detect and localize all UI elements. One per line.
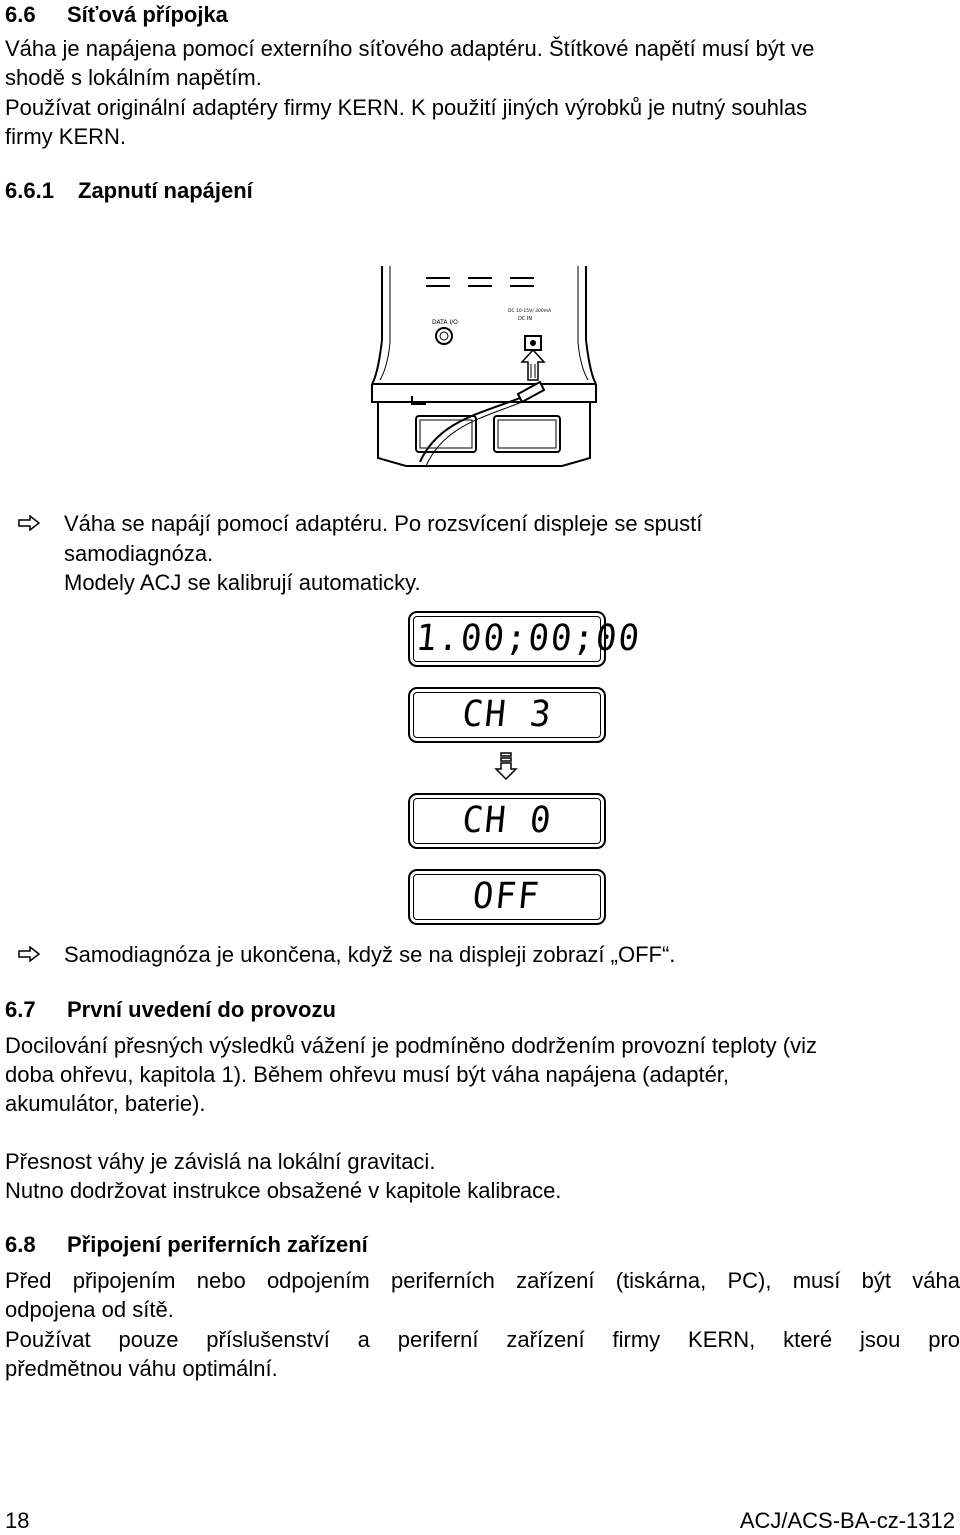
section-number: 6.6 <box>5 2 36 27</box>
bullet-line: samodiagnóza. <box>64 541 214 566</box>
paragraph-line: předmětnou váhu optimální. <box>5 1356 278 1381</box>
paragraph-line: akumulátor, baterie). <box>5 1091 206 1116</box>
paragraph-line: Docilování přesných výsledků vážení je podmíněno dodržením provozní teploty (viz <box>5 1033 817 1058</box>
section-title: Síťová přípojka <box>67 2 228 27</box>
arrow-right-icon <box>18 515 40 531</box>
section-number: 6.6.1 <box>5 178 54 203</box>
section-number: 6.7 <box>5 997 36 1022</box>
paragraph-line: shodě s lokálním napětím. <box>5 65 262 90</box>
bullet-line: Modely ACJ se kalibrují automaticky. <box>64 570 421 595</box>
arrow-down-icon <box>494 752 518 780</box>
arrow-right-icon <box>18 946 40 962</box>
paragraph-line: Před připojením nebo odpojením periferních zařízení (tiskárna, PC), musí být váha <box>5 1268 960 1293</box>
document-id: ACJ/ACS-BA-cz-1312 <box>739 1508 955 1533</box>
page-number: 18 <box>5 1508 30 1533</box>
bullet-line: Samodiagnóza je ukončena, když se na displeji zobrazí „OFF“. <box>64 942 676 967</box>
paragraph-line: Používat originální adaptéry firmy KERN. K použití jiných výrobků je nutný souhlas <box>5 95 808 120</box>
arrow-up-icon <box>522 350 544 380</box>
bullet-line: Váha se napájí pomocí adaptéru. Po rozsvícení displeje se spustí <box>64 511 703 536</box>
lcd-display <box>408 869 606 925</box>
dc-spec-label: DC 10-15V/ 300mA <box>508 309 552 314</box>
lcd-text: 1.00;00;00 <box>413 618 643 659</box>
lcd-text: CH 3 <box>460 694 555 735</box>
paragraph-line: Používat pouze příslušenství a periferní zařízení firmy KERN, které jsou pro <box>5 1327 960 1352</box>
lcd-display <box>408 793 606 849</box>
lcd-text: OFF <box>471 876 543 917</box>
section-title: Připojení periferních zařízení <box>67 1232 368 1257</box>
dc-in-label: DC IN <box>518 316 533 322</box>
paragraph-line: firmy KERN. <box>5 124 126 149</box>
section-6-6-1-heading <box>5 178 253 204</box>
paragraph-line: Přesnost váhy je závislá na lokální gravitaci. <box>5 1149 436 1174</box>
section-title: Zapnutí napájení <box>78 178 253 203</box>
paragraph-line: odpojena od sítě. <box>5 1297 174 1322</box>
section-6-6-heading <box>5 2 228 28</box>
scale-back-illustration <box>368 262 604 470</box>
lcd-text: CH 0 <box>460 800 555 841</box>
lcd-display <box>408 687 606 743</box>
section-6-7-heading <box>5 997 336 1023</box>
section-number: 6.8 <box>5 1232 36 1257</box>
data-port-label: DATA I/O <box>432 319 458 326</box>
section-6-8-heading <box>5 1232 368 1258</box>
paragraph-line: doba ohřevu, kapitola 1). Během ohřevu musí být váha napájena (adaptér, <box>5 1062 730 1087</box>
lcd-display <box>408 611 643 667</box>
paragraph-line: Váha je napájena pomocí externího síťového adaptéru. Štítkové napětí musí být ve <box>5 36 815 61</box>
section-title: První uvedení do provozu <box>67 997 336 1022</box>
data-port-icon <box>436 328 452 344</box>
paragraph-line: Nutno dodržovat instrukce obsažené v kapitole kalibrace. <box>5 1178 562 1203</box>
